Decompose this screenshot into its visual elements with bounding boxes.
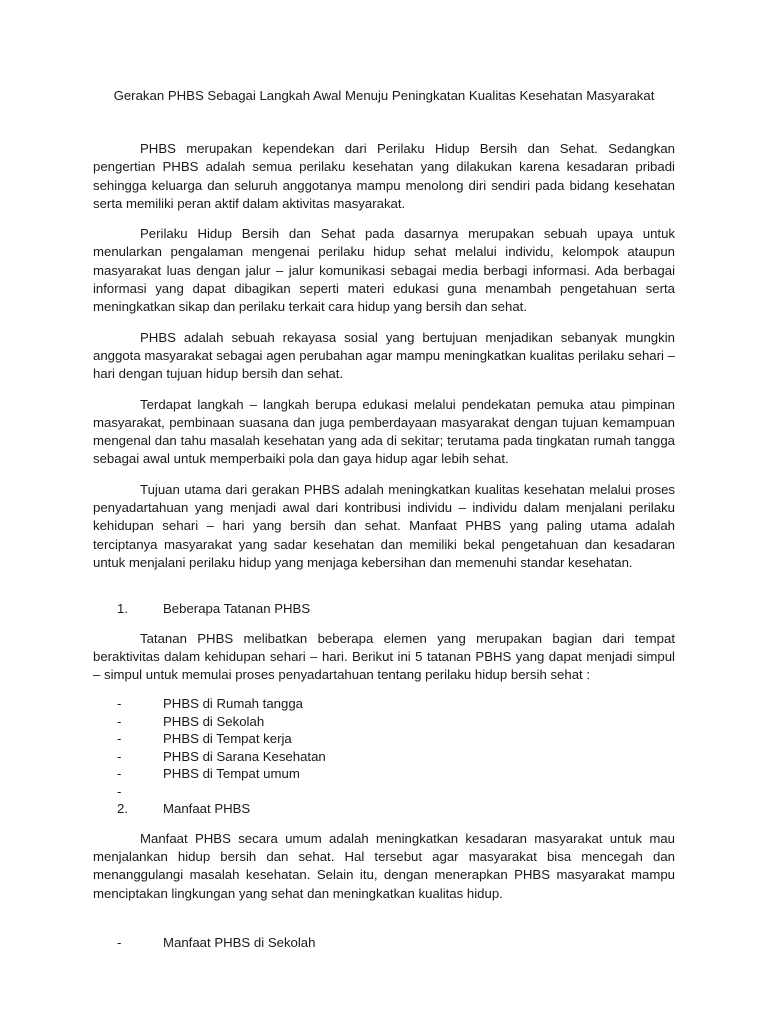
paragraph-3: PHBS adalah sebuah rekayasa sosial yang bertujuan menjadikan sebanyak mungkin anggota masyarakat sebagai agen perubahan agar mampu meningkatkan kualitas perilaku sehari – hari dengan tujuan hidup bersih dan sehat.	[93, 329, 675, 382]
section-1-paragraph: Tatanan PHBS melibatkan beberapa elemen yang merupakan bagian dari tempat beraktivitas dalam kehidupan sehari – hari. Berikut ini 5 tatanan PBHS yang dapat menjadi simpul – simpul untuk memulai proses penyadartahuan tentang perilaku hidup bersih sehat :	[93, 630, 675, 683]
section-1-heading	[117, 600, 675, 618]
list-item-text: PHBS di Tempat umum	[163, 766, 300, 782]
dash-mark: -	[117, 934, 122, 950]
dash-mark: -	[117, 713, 122, 729]
document-title: Gerakan PHBS Sebagai Langkah Awal Menuju Peningkatan Kualitas Kesehatan Masyarakat	[113, 88, 655, 103]
paragraph-5: Tujuan utama dari gerakan PHBS adalah meningkatkan kualitas kesehatan melalui proses penyadartahuan yang menjadi awal dari kontribusi individu – individu dalam menjalani perilaku kehidupan sehari – hari yang bersih dan sehat. Manfaat PHBS yang paling utama adalah terciptanya masyarakat yang sadar kesehatan dan memiliki bekal pengetahuan dan kesadaran untuk menjalani perilaku hidup yang menjaga kebersihan dan memenuhi standar kesehatan.	[93, 481, 675, 570]
list-item	[117, 713, 675, 731]
dash-mark: -	[117, 766, 122, 782]
section-2-number: 2.	[117, 801, 128, 817]
section-2-title: Manfaat PHBS	[163, 801, 251, 817]
list-item	[117, 765, 675, 783]
dash-mark: -	[117, 748, 122, 764]
section-1-number: 1.	[117, 601, 128, 617]
list-item	[117, 730, 675, 748]
list-item	[117, 695, 675, 713]
list-item-text: PHBS di Tempat kerja	[163, 731, 292, 747]
list-item-text: PHBS di Sarana Kesehatan	[163, 748, 326, 764]
paragraph-1: PHBS merupakan kependekan dari Perilaku Hidup Bersih dan Sehat. Sedangkan pengertian PHBS adalah semua perilaku kesehatan yang dilakukan karena kesadaran pribadi sehingga keluarga dan seluruh anggotanya mampu menolong diri sendiri pada bidang kesehatan serta memiliki peran aktif dalam aktivitas masyarakat.	[93, 141, 675, 211]
paragraph-2: Perilaku Hidup Bersih dan Sehat pada dasarnya merupakan sebuah upaya untuk menularkan pengalaman mengenai perilaku hidup sehat melalui individu, kelompok ataupun masyarakat luas dengan jalur – jalur komunikasi sebagai media berbagi informasi. Ada berbagai informasi yang dapat dibagikan seperti materi edukasi guna menambah pengetahuan serta meningkatkan sikap dan perilaku terkait cara hidup yang bersih dan sehat.	[93, 226, 675, 315]
list-item-text: PHBS di Rumah tangga	[163, 696, 304, 712]
section-1-title: Beberapa Tatanan PHBS	[163, 601, 311, 617]
tatanan-list	[117, 695, 675, 800]
list-item	[117, 748, 675, 766]
dash-mark: -	[117, 783, 122, 799]
dash-mark: -	[117, 731, 122, 747]
paragraph-4: Terdapat langkah – langkah berupa edukasi melalui pendekatan pemuka atau pimpinan masyarakat, pembinaan suasana dan juga pemberdayaan masyarakat dengan tujuan kemampuan mengenal dan tahu masalah kesehatan yang ada di sekitar; terutama pada tingkatan rumah tangga sebagai awal untuk memperbaiki pola dan gaya hidup agar lebih sehat.	[93, 396, 675, 467]
list-item	[117, 934, 675, 952]
list-item-text: Manfaat PHBS di Sekolah	[163, 934, 316, 950]
list-item-text: PHBS di Sekolah	[163, 713, 265, 729]
dash-mark: -	[117, 696, 122, 712]
section-2-heading	[117, 800, 675, 818]
section-2-paragraph: Manfaat PHBS secara umum adalah meningkatkan kesadaran masyarakat untuk mau menjalankan hidup bersih dan sehat. Hal tersebut agar masyarakat bisa mencegah dan menanggulangi masalah kesehatan. Selain itu, dengan menerapkan PHBS masyarakat mampu menciptakan lingkungan yang sehat dan meningkatkan kualitas hidup.	[93, 830, 675, 901]
manfaat-sublist	[117, 934, 675, 952]
document-body	[93, 140, 675, 951]
list-item	[117, 783, 675, 801]
